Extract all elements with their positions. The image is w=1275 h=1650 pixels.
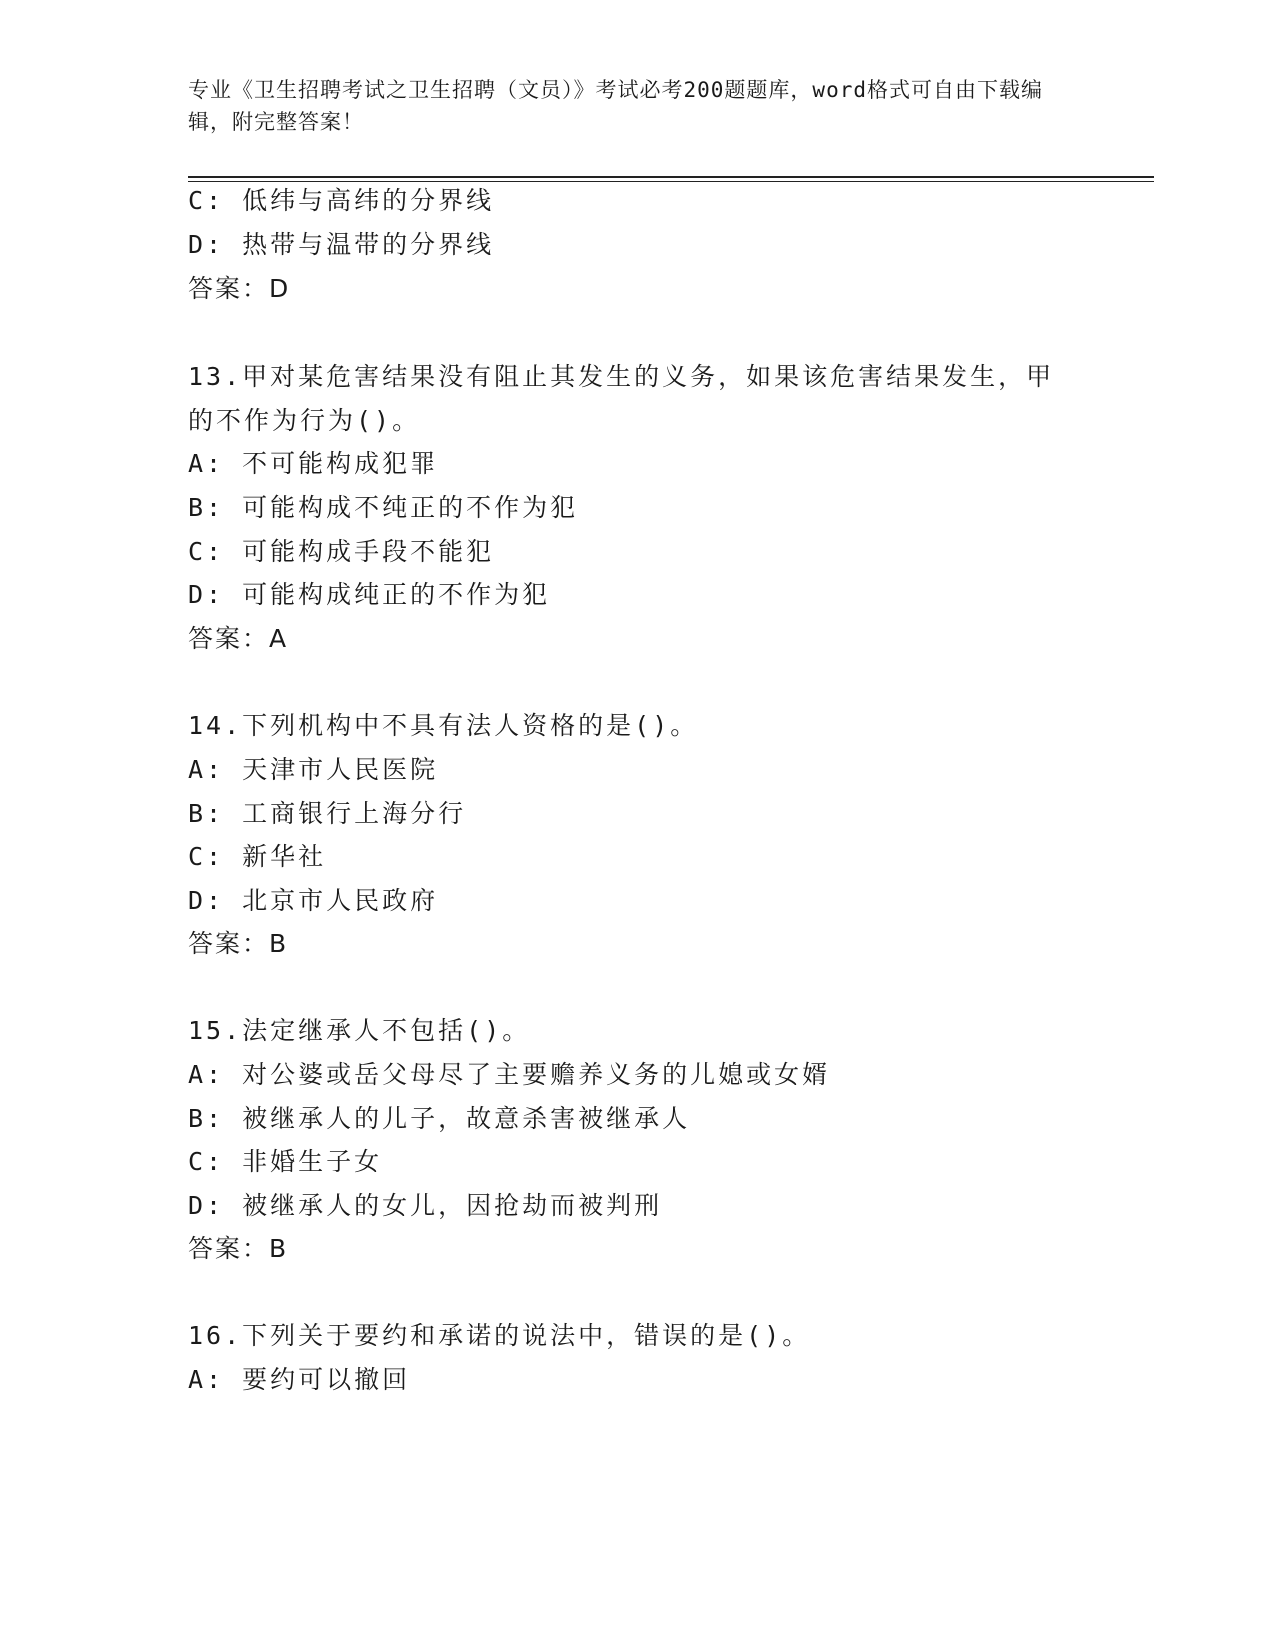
answer-label: 答案：: [188, 929, 270, 958]
option-d: D: 可能构成纯正的不作为犯: [188, 580, 551, 609]
answer-value: A: [269, 624, 288, 653]
answer: [188, 929, 287, 959]
option-d: D: 被继承人的女儿，因抢劫而被判刑: [188, 1191, 663, 1220]
option-a: A: 对公婆或岳父母尽了主要赡养义务的儿媳或女婿: [188, 1060, 831, 1089]
answer: [188, 624, 287, 654]
option-c: C: 新华社: [188, 842, 327, 871]
question-stem: 16.下列关于要约和承诺的说法中，错误的是()。: [188, 1321, 811, 1350]
option-a: A: 天津市人民医院: [188, 755, 439, 784]
question-stem-cont: 的不作为行为()。: [188, 406, 421, 435]
answer: [188, 1234, 287, 1264]
option-d: D: 北京市人民政府: [188, 886, 439, 915]
answer-label: 答案：: [188, 274, 270, 303]
answer: [188, 274, 289, 304]
option-c: C: 非婚生子女: [188, 1147, 383, 1176]
option-c: C: 可能构成手段不能犯: [188, 537, 495, 566]
option-a: A: 不可能构成犯罪: [188, 449, 439, 478]
answer-value: B: [269, 929, 288, 958]
option-b: B: 被继承人的儿子，故意杀害被继承人: [188, 1104, 691, 1133]
option-c: C: 低纬与高纬的分界线: [188, 186, 495, 215]
answer-label: 答案：: [188, 1234, 270, 1263]
answer-label: 答案：: [188, 624, 270, 653]
question-stem: 15.法定继承人不包括()。: [188, 1016, 531, 1045]
document-header: 专业《卫生招聘考试之卫生招聘（文员）》考试必考200题题库，word格式可自由下载编辑，附完整答案！: [188, 78, 1043, 134]
question-stem: 14.下列机构中不具有法人资格的是()。: [188, 711, 699, 740]
answer-value: B: [269, 1234, 288, 1263]
option-b: B: 可能构成不纯正的不作为犯: [188, 493, 579, 522]
answer-value: D: [269, 274, 290, 303]
question-stem: 13.甲对某危害结果没有阻止其发生的义务，如果该危害结果发生，甲: [188, 362, 1055, 391]
option-d: D: 热带与温带的分界线: [188, 230, 495, 259]
header-divider: [188, 176, 1154, 178]
option-a: A: 要约可以撤回: [188, 1365, 411, 1394]
header-divider-thin: [188, 181, 1154, 182]
option-b: B: 工商银行上海分行: [188, 799, 467, 828]
